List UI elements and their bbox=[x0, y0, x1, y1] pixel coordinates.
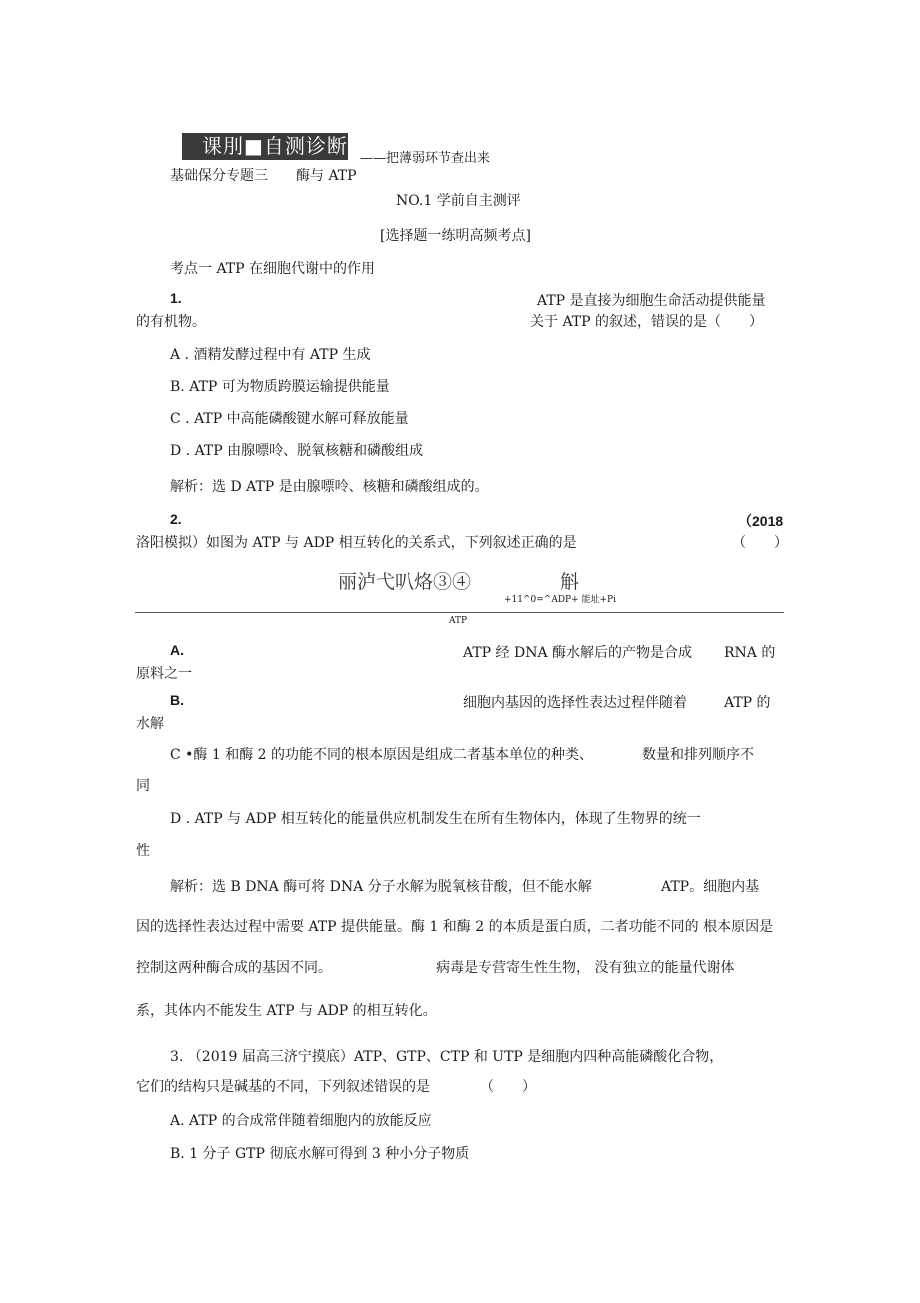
q2-option-a-rna: RNA 的 bbox=[724, 645, 776, 661]
q2-paren: （ ） bbox=[732, 535, 788, 551]
q1-option-c: C . ATP 中高能磷酸键水解可释放能量 bbox=[170, 411, 409, 427]
figure-formula: +11^0=^ADP+ 能址+Pi bbox=[504, 595, 616, 605]
q2-analysis-line3-right: 病毒是专营寄生性生物， 没有独立的能量代谢体 bbox=[436, 960, 735, 976]
q2-stem: 洛阳模拟）如图为 ATP 与 ADP 相互转化的关系式，下列叙述正确的是 bbox=[136, 535, 577, 551]
q3-option-b: B. 1 分子 GTP 彻底水解可得到 3 种小分子物质 bbox=[170, 1146, 470, 1162]
q2-analysis-line2: 因的选择性表达过程中需要 ATP 提供能量。酶 1 和酶 2 的本质是蛋白质，二者功能不同的 根本原因是 bbox=[136, 919, 774, 935]
figure-divider bbox=[135, 612, 784, 613]
q2-option-a-cont: 原料之一 bbox=[136, 666, 192, 682]
section-title: NO.1 学前自主测评 bbox=[396, 193, 521, 209]
q3-paren: （ ） bbox=[480, 1079, 536, 1095]
q1-stem-cont: 的有机物。 bbox=[136, 314, 206, 330]
q1-question: 关于 ATP 的叙述，错误的是（ ） bbox=[530, 314, 764, 330]
q3-stem: 3. （2019 届高三济宁摸底）ATP、GTP、CTP 和 UTP 是细胞内四种高能磷酸化合物， bbox=[170, 1049, 724, 1065]
q2-option-a-label: A. bbox=[170, 642, 184, 658]
q2-analysis-line1-right: ATP。细胞内基 bbox=[661, 879, 760, 895]
figure-garbled-right: 斛 bbox=[560, 571, 580, 593]
q1-option-b: B. ATP 可为物质跨膜运输提供能量 bbox=[170, 379, 390, 395]
q2-option-b-label: B. bbox=[170, 692, 184, 708]
q2-option-b-atp: ATP 的 bbox=[724, 695, 771, 711]
q2-option-c-right: 数量和排列顺序不 bbox=[642, 747, 754, 763]
topic-title: 基础保分专题三 酶与 ATP bbox=[170, 168, 357, 184]
point-heading: 考点一 ATP 在细胞代谢中的作用 bbox=[170, 261, 376, 277]
subsection-title: [选择题一练明高频考点] bbox=[380, 228, 531, 244]
q3-stem-cont: 它们的结构只是碱基的不同，下列叙述错误的是 bbox=[136, 1079, 430, 1095]
q2-option-b-cont: 水解 bbox=[136, 716, 164, 732]
q3-option-a: A. ATP 的合成常伴随着细胞内的放能反应 bbox=[170, 1113, 432, 1129]
q1-stem: ATP 是直接为细胞生命活动提供能量 bbox=[537, 293, 766, 309]
q2-option-d-cont: 性 bbox=[136, 843, 150, 859]
banner-subtitle: ——把薄弱环节查出来 bbox=[360, 151, 491, 166]
q2-option-b: 细胞内基因的选择性表达过程伴随着 bbox=[463, 695, 687, 711]
q1-option-a: A . 酒精发酵过程中有 ATP 生成 bbox=[170, 347, 371, 363]
q1-analysis: 解析：选 D ATP 是由腺嘌呤、核糖和磷酸组成的。 bbox=[170, 479, 489, 495]
q2-option-d: D . ATP 与 ADP 相互转化的能量供应机制发生在所有生物体内，体现了生物界的统一 bbox=[170, 811, 701, 827]
figure-atp-label: ATP bbox=[449, 616, 468, 626]
figure-garbled-left: 丽泸弋叭烙③④ bbox=[338, 571, 472, 593]
q2-analysis-line1: 解析：选 B DNA 酶可将 DNA 分子水解为脱氧核苷酸，但不能水解 bbox=[170, 879, 592, 895]
q2-option-c: C •酶 1 和酶 2 的功能不同的根本原因是组成二者基本单位的种类、 bbox=[170, 747, 594, 763]
q2-option-a: ATP 经 DNA 酶水解后的产物是合成 bbox=[463, 645, 693, 661]
q2-analysis-line4: 系，其体内不能发生 ATP 与 ADP 的相互转化。 bbox=[136, 1003, 437, 1019]
banner-title: 课刖■自测诊断 bbox=[182, 133, 348, 160]
q2-option-c-cont: 同 bbox=[136, 778, 150, 794]
q2-year: （2018 bbox=[738, 513, 784, 529]
q2-analysis-line3: 控制这两种酶合成的基因不同。 bbox=[136, 960, 332, 976]
q1-option-d: D . ATP 由腺嘌呤、脱氧核糖和磷酸组成 bbox=[170, 443, 424, 459]
q1-number: 1. bbox=[170, 290, 182, 306]
q2-number: 2. bbox=[170, 511, 182, 527]
